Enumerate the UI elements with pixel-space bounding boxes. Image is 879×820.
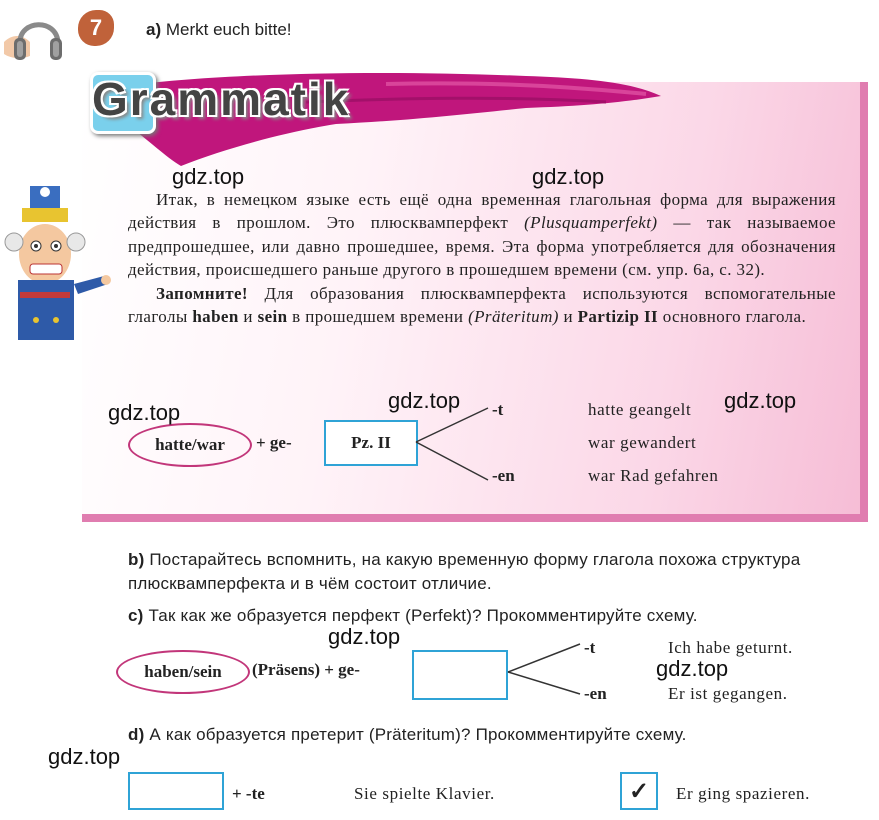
perfekt-ending-en: -en	[584, 684, 607, 703]
plus-ge-label: + ge-	[256, 433, 292, 452]
watermark-text: gdz.top	[724, 388, 797, 413]
praesens-ge-label: (Präsens) + ge-	[252, 660, 360, 679]
task-number-badge: 7	[78, 10, 114, 46]
term-sein: sein	[257, 307, 288, 327]
ending-t: -t	[492, 400, 504, 419]
task-a-letter: a)	[146, 20, 162, 39]
example-war-gewandert: war gewandert	[588, 433, 697, 452]
task-b	[128, 548, 873, 596]
paragraph-1-text: Итак, в немецком языке есть ещё одна временная глагольная форма для выражения действия в прошлом. Это плюсквамперфект	[128, 190, 836, 233]
conjunction-and-2: и	[563, 307, 578, 327]
paragraph-2-text-d: основного глагола.	[658, 307, 807, 327]
haben-sein-oval: haben/sein	[116, 650, 250, 694]
paragraph-2-text-a: Для образования плюсквамперфекта используются вспомогательные глаголы	[128, 283, 836, 327]
example-ich-habe-geturnt: Ich habe geturnt.	[668, 638, 793, 657]
partizip-box: Pz. II	[324, 420, 418, 466]
watermark-text: gdz.top	[172, 164, 245, 189]
conjunction-and: и	[238, 307, 258, 327]
watermark-text: gdz.top	[48, 744, 121, 769]
term-partizip: Partizip II	[577, 307, 659, 327]
example-war-rad-gefahren: war Rad gefahren	[588, 466, 719, 485]
te-suffix-label: + -te	[232, 784, 265, 803]
checkmark-box: ✓	[620, 772, 658, 810]
example-sie-spielte-klavier: Sie spielte Klavier.	[354, 784, 495, 803]
term-plusquamperfekt: (Plusquamperfekt)	[524, 213, 658, 233]
task-c-text: Так как же образуется перфект (Perfekt)? Прокомментируйте схему.	[148, 606, 698, 625]
paragraph-2-text-b: в прошедшем времени	[287, 307, 469, 327]
nutcracker-mascot-icon	[0, 180, 112, 350]
example-er-ist-gegangen: Er ist gegangen.	[668, 684, 788, 703]
task-d-letter: d)	[128, 725, 145, 744]
perfekt-blank-box	[412, 650, 508, 700]
term-haben: haben	[192, 307, 239, 327]
watermark-text: gdz.top	[388, 388, 461, 413]
example-hatte-geangelt: hatte geangelt	[588, 400, 692, 419]
task-c	[128, 604, 873, 628]
paragraph-1-rest: — так называемое предпрошедшее, или давно прошедшее, время. Эта форма употребляется для обозначения действия, происшедшего раньше другого в прошедшем времени (см. упр. 6а, с. 32).	[128, 213, 836, 280]
aux-verb-oval: hatte/war	[128, 423, 252, 467]
task-a-heading	[146, 20, 292, 40]
example-er-ging-spazieren: Er ging spazieren.	[676, 784, 811, 803]
remember-label: Запомните!	[156, 283, 248, 303]
perfekt-branch-lines	[506, 636, 586, 700]
task-b-text: Постарайтесь вспомнить, на какую временную форму глагола похожа структура плюсквамперфекта и в чём состоит отличие.	[128, 550, 801, 593]
term-praeteritum: (Präteritum)	[468, 307, 559, 327]
paragraph-2	[128, 282, 836, 329]
perfekt-ending-t: -t	[584, 638, 596, 657]
grammar-title: Grammatik	[92, 73, 351, 125]
grammar-explanation	[128, 188, 836, 328]
watermark-text: gdz.top	[328, 624, 401, 649]
watermark-text: gdz.top	[656, 656, 729, 681]
watermark-text: gdz.top	[532, 164, 605, 189]
headphones-icon	[4, 8, 68, 64]
task-b-letter: b)	[128, 550, 145, 569]
task-c-letter: c)	[128, 606, 144, 625]
task-d	[128, 723, 873, 747]
watermark-text: gdz.top	[108, 400, 181, 425]
paragraph-1	[128, 188, 836, 282]
praeteritum-blank-box	[128, 772, 224, 810]
ending-en: -en	[492, 466, 515, 485]
task-a-text: Merkt euch bitte!	[165, 20, 292, 39]
task-d-text: А как образуется претерит (Präteritum)? Прокомментируйте схему.	[149, 725, 687, 744]
